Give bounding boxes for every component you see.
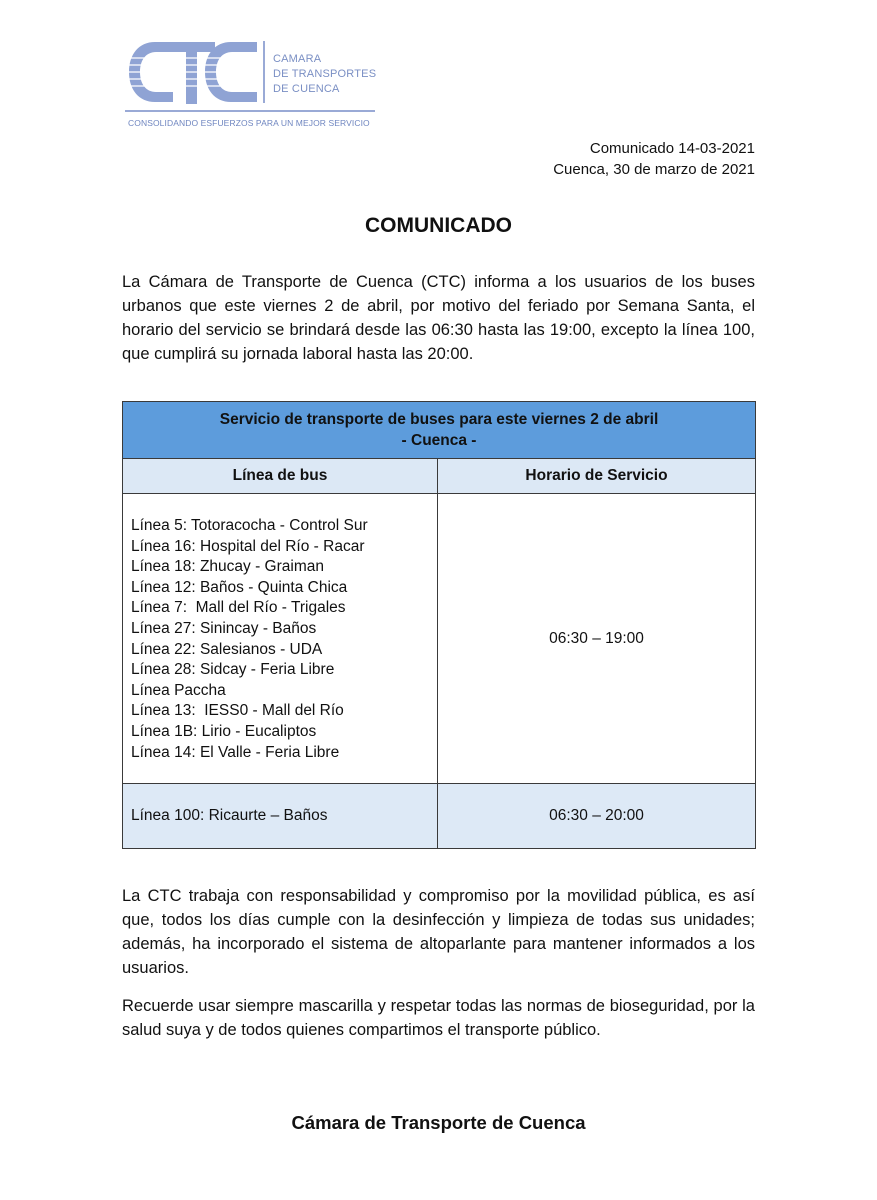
logo-text-line: CAMARA [273, 53, 322, 65]
ctc-logo [125, 38, 385, 133]
table-title-line: Servicio de transporte de buses para este viernes 2 de abril [219, 411, 659, 428]
ctc-logo-mark [125, 38, 261, 106]
page-title: COMUNICADO [365, 214, 512, 237]
body-paragraph: Recuerde usar siempre mascarilla y respetar todas las normas de bioseguridad, por la salud suya y de todos quienes compartimos el transporte público. [122, 997, 755, 1039]
place-date: Cuenca, 30 de marzo de 2021 [553, 161, 755, 178]
column-header-time: Horario de Servicio [438, 459, 756, 494]
list-item: Línea 13: IESS0 - Mall del Río [131, 702, 344, 720]
document-reference [553, 138, 755, 180]
list-item: Línea 14: El Valle - Feria Libre [131, 743, 340, 761]
bus-line-list [131, 516, 437, 763]
list-item: Línea 12: Baños - Quinta Chica [131, 578, 348, 596]
service-hours-cell: 06:30 – 20:00 [438, 784, 756, 849]
logo-text-line: DE CUENCA [273, 83, 340, 95]
table-title [123, 402, 756, 459]
bus-line-100-cell: Línea 100: Ricaurte – Baños [123, 784, 438, 849]
logo-divider [263, 41, 265, 103]
table-row [123, 784, 756, 849]
service-hours-cell: 06:30 – 19:00 [438, 494, 756, 784]
body-paragraph: La CTC trabaja con responsabilidad y compromiso por la movilidad pública, es así que, todos los días cumple con la desinfección y limpieza de todas sus unidades; además, ha incorporado el sistema de altoparlante para mantener informados a los usuarios. [122, 887, 755, 977]
logo-text [273, 52, 376, 97]
list-item: Línea 28: Sidcay - Feria Libre [131, 661, 335, 679]
signature: Cámara de Transporte de Cuenca [291, 1112, 586, 1133]
list-item: Línea 5: Totoracocha - Control Sur [131, 517, 368, 534]
column-header-line: Línea de bus [123, 459, 438, 494]
list-item: Línea 1B: Lirio - Eucaliptos [131, 722, 317, 740]
list-item: Línea 22: Salesianos - UDA [131, 640, 323, 658]
intro-paragraph: La Cámara de Transporte de Cuenca (CTC) informa a los usuarios de los buses urbanos que este viernes 2 de abril, por motivo del feriado por Semana Santa, el horario del servicio se brindará desde las 06:30 hasta las 19:00, excepto la línea 100, que cumplirá su jornada laboral hasta las 20:00. [122, 273, 755, 363]
reference-number: Comunicado 14-03-2021 [589, 140, 755, 157]
logo-rule [125, 110, 375, 112]
bus-lines-cell [123, 494, 438, 784]
list-item: Línea 18: Zhucay - Graiman [131, 558, 324, 576]
table-row [123, 494, 756, 784]
list-item: Línea 27: Sinincay - Baños [131, 619, 317, 637]
list-item: Línea 16: Hospital del Río - Racar [131, 537, 365, 555]
logo-tagline: CONSOLIDANDO ESFUERZOS PARA UN MEJOR SERVICIO [128, 118, 370, 128]
list-item: Línea Paccha [131, 681, 226, 699]
list-item: Línea 7: Mall del Río - Trigales [131, 599, 346, 617]
logo-text-line: DE TRANSPORTES [273, 68, 377, 80]
table-title-subline: - Cuenca - [401, 432, 477, 449]
schedule-table [122, 401, 756, 849]
